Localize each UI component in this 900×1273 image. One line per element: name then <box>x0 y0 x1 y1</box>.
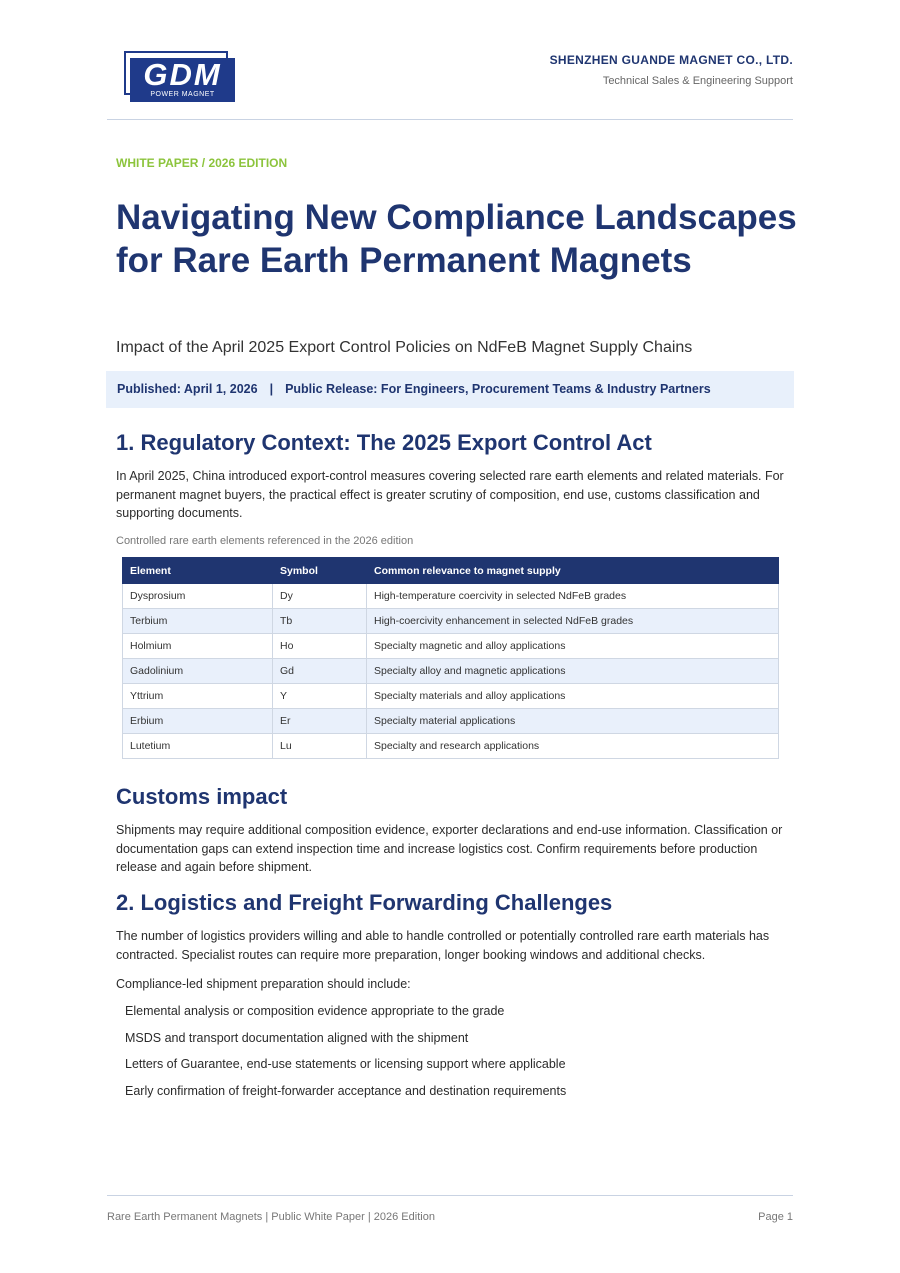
document-eyebrow: WHITE PAPER / 2026 EDITION <box>116 156 288 170</box>
element-cell: Erbium <box>123 709 273 734</box>
logistics-paragraph: The number of logistics providers willing and able to handle controlled or potentially controlled rare earth materials has contracted. Specialist routes can require more preparation, longer booking windows and additional checks. <box>116 929 770 962</box>
list-item: Elemental analysis or composition evidence appropriate to the grade <box>125 1004 505 1018</box>
logo-subtitle: POWER MAGNET <box>150 91 215 98</box>
symbol-cell: Ho <box>273 634 367 659</box>
relevance-cell: Specialty material applications <box>367 709 779 734</box>
list-item: Early confirmation of freight-forwarder acceptance and destination requirements <box>125 1084 567 1098</box>
header-divider <box>107 119 793 120</box>
element-cell: Lutetium <box>123 734 273 759</box>
element-cell: Holmium <box>123 634 273 659</box>
table-row <box>123 684 779 709</box>
publication-separator: | <box>269 382 274 396</box>
publication-bar <box>106 371 794 408</box>
relevance-cell: Specialty magnetic and alloy applications <box>367 634 779 659</box>
company-logo <box>124 51 236 103</box>
table-row <box>123 734 779 759</box>
document-title: Navigating New Compliance Landscapes for Rare Earth Permanent Magnets <box>116 198 797 280</box>
element-cell: Dysprosium <box>123 584 273 609</box>
list-item: MSDS and transport documentation aligned with the shipment <box>125 1031 469 1045</box>
preparation-lead: Compliance-led shipment preparation should include: <box>116 977 411 991</box>
published-date: Published: April 1, 2026 <box>117 382 258 396</box>
relevance-cell: High-temperature coercivity in selected NdFeB grades <box>367 584 779 609</box>
table-header-row <box>123 558 779 584</box>
relevance-cell: Specialty and research applications <box>367 734 779 759</box>
section-heading-regulatory: 1. Regulatory Context: The 2025 Export Control Act <box>116 430 652 455</box>
regulatory-paragraph: In April 2025, China introduced export-control measures covering selected rare earth elements and related materials. For permanent magnet buyers, the practical effect is greater scrutiny of composition, end use, customs classification and supporting documents. <box>116 469 784 520</box>
symbol-cell: Tb <box>273 609 367 634</box>
relevance-cell: Specialty alloy and magnetic applications <box>367 659 779 684</box>
table-row <box>123 659 779 684</box>
column-header-symbol: Symbol <box>273 558 367 584</box>
company-tagline: Technical Sales & Engineering Support <box>602 75 793 87</box>
section-heading-logistics: 2. Logistics and Freight Forwarding Challenges <box>116 890 613 915</box>
company-name: SHENZHEN GUANDE MAGNET CO., LTD. <box>549 53 793 67</box>
logo-badge <box>130 58 235 102</box>
table-row <box>123 709 779 734</box>
table-row <box>123 584 779 609</box>
symbol-cell: Dy <box>273 584 367 609</box>
table-caption: Controlled rare earth elements referenced in the 2026 edition <box>116 535 414 547</box>
logo-mark: GDM <box>143 57 222 92</box>
symbol-cell: Lu <box>273 734 367 759</box>
relevance-cell: Specialty materials and alloy applications <box>367 684 779 709</box>
release-note: Public Release: For Engineers, Procurement Teams & Industry Partners <box>285 382 711 396</box>
relevance-cell: High-coercivity enhancement in selected NdFeB grades <box>367 609 779 634</box>
element-cell: Yttrium <box>123 684 273 709</box>
footer-title: Rare Earth Permanent Magnets | Public White Paper | 2026 Edition <box>107 1211 435 1223</box>
section-heading-customs: Customs impact <box>116 784 288 809</box>
list-item: Letters of Guarantee, end-use statements or licensing support where applicable <box>125 1057 566 1071</box>
element-cell: Terbium <box>123 609 273 634</box>
column-header-element: Element <box>123 558 273 584</box>
customs-paragraph: Shipments may require additional composition evidence, exporter declarations and end-use information. Classification or documentation gaps can extend inspection time and increase logistics cost. Confirm requirements before production release and again before shipment. <box>116 823 783 874</box>
footer-divider <box>107 1195 793 1196</box>
controlled-elements-table <box>122 557 779 759</box>
element-cell: Gadolinium <box>123 659 273 684</box>
company-info <box>550 53 793 87</box>
symbol-cell: Y <box>273 684 367 709</box>
symbol-cell: Er <box>273 709 367 734</box>
column-header-relevance: Common relevance to magnet supply <box>367 558 779 584</box>
page-number: Page 1 <box>758 1211 793 1223</box>
table-row <box>123 609 779 634</box>
table-row <box>123 634 779 659</box>
symbol-cell: Gd <box>273 659 367 684</box>
document-subtitle: Impact of the April 2025 Export Control Policies on NdFeB Magnet Supply Chains <box>116 339 693 356</box>
